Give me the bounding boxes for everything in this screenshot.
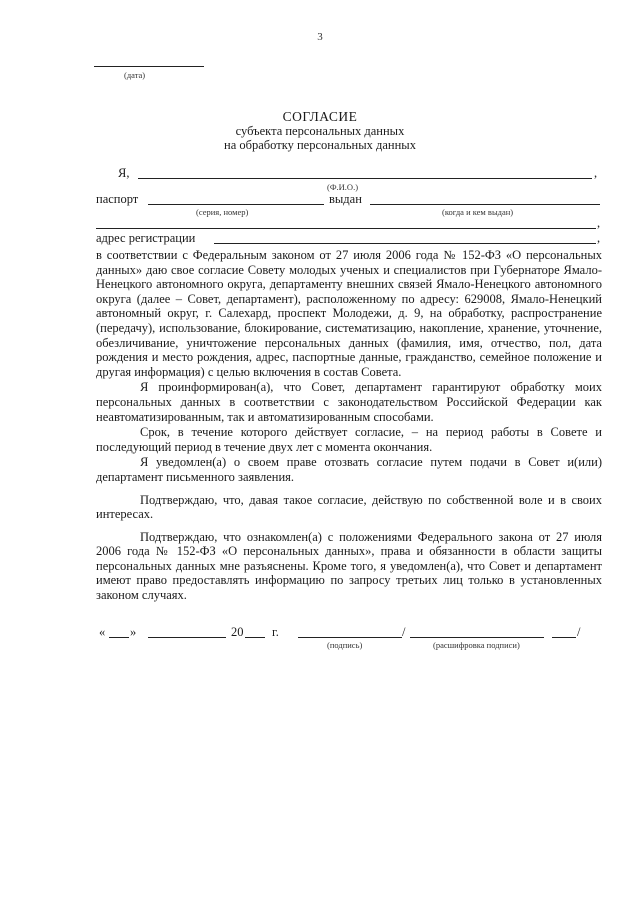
fio-line[interactable] <box>138 178 592 179</box>
date-line <box>94 66 204 67</box>
sign-year-prefix: 20 <box>231 625 244 639</box>
passport-label: паспорт <box>96 192 139 206</box>
paragraph-term: Срок, в течение которого действует согласие, – на период работы в Совете и последующий период в течение двух лет с момента окончания. <box>96 425 602 454</box>
paragraph-consent: в соответствии с Федеральным законом от 27 июля 2006 года № 152-ФЗ «О персональных данных» даю свое согласие Совету молодых ученых и специалистов при Губернаторе Ямало-Ненецкого автономного округа, департаменту внешних связей Ямало-Ненецкого автономного округа (далее – Совет, департамент), расположенному по адресу: 629008, Ямало-Ненецкий автономный округ, г. Салехард, проспект Молодежи, д. 9, на обработку, распространение (передачу), использование, блокирование, систематизацию, накопление, хранение, уточнение, обезличивание, уничтожение персональных данных (фамилия, имя, отчество, пол, дата рождения и место рождения, адрес, паспортные данные, гражданство, семейное положение и другая информация) с целью включения в состав Совета. <box>96 248 602 379</box>
address-label: адрес регистрации <box>96 231 196 245</box>
document-subtitle-2: на обработку персональных данных <box>224 138 416 152</box>
issued-extra-comma: , <box>597 216 601 230</box>
date-caption: (дата) <box>124 70 146 80</box>
paragraph-free-will: Подтверждаю, что, давая такое согласие, действую по собственной воле и в своих интересах. <box>96 492 602 522</box>
sign-year-line[interactable] <box>245 637 265 638</box>
fio-comma: , <box>594 166 598 180</box>
sign-day-line[interactable] <box>109 637 129 638</box>
consent-body <box>96 248 602 603</box>
issued-line[interactable] <box>370 204 600 205</box>
series-caption: (серия, номер) <box>196 207 249 217</box>
signature-caption: (подпись) <box>327 640 363 650</box>
document-subtitle-1: субъекта персональных данных <box>235 124 405 138</box>
transcript-extra-line[interactable] <box>552 637 576 638</box>
sign-month-line[interactable] <box>148 637 226 638</box>
sign-slash-1: / <box>402 625 406 639</box>
transcript-line[interactable] <box>410 637 544 638</box>
sign-year-suffix: г. <box>272 625 279 639</box>
sign-close-quote: » <box>130 625 137 639</box>
document-title: СОГЛАСИЕ <box>282 109 358 124</box>
transcript-caption: (расшифровка подписи) <box>433 640 520 650</box>
issued-label: выдан <box>329 192 362 206</box>
issued-extra-line[interactable] <box>96 228 596 229</box>
sign-slash-2: / <box>577 625 581 639</box>
paragraph-revoke: Я уведомлен(а) о своем праве отозвать согласие путем подачи в Совет и(или) департамент письменного заявления. <box>96 455 602 484</box>
ya-label: Я, <box>118 166 130 180</box>
address-line[interactable] <box>214 243 596 244</box>
fio-caption: (Ф.И.О.) <box>327 182 359 192</box>
issued-by-caption: (когда и кем выдан) <box>442 207 514 217</box>
paragraph-informed: Я проинформирован(а), что Совет, департамент гарантируют обработку моих персональных данных в соответствии с законодательством Российской Федерации как неавтоматизированным, так и автоматизированным способами. <box>96 380 602 424</box>
sign-open-quote: « <box>99 625 106 639</box>
page-number: 3 <box>317 31 323 43</box>
passport-line[interactable] <box>148 204 324 205</box>
address-comma: , <box>597 231 601 245</box>
paragraph-acknowledge: Подтверждаю, что ознакомлен(а) с положениями Федерального закона от 27 июля 2006 года № 152-ФЗ «О персональных данных», права и обязанности в области защиты персональных данных мне разъяснены. Кроме того, я уведомлен(а), что Совет и департамент имеют право предоставлять информацию по запросу третьих лиц только в установленных законом случаях. <box>96 529 602 603</box>
signature-line[interactable] <box>298 637 402 638</box>
